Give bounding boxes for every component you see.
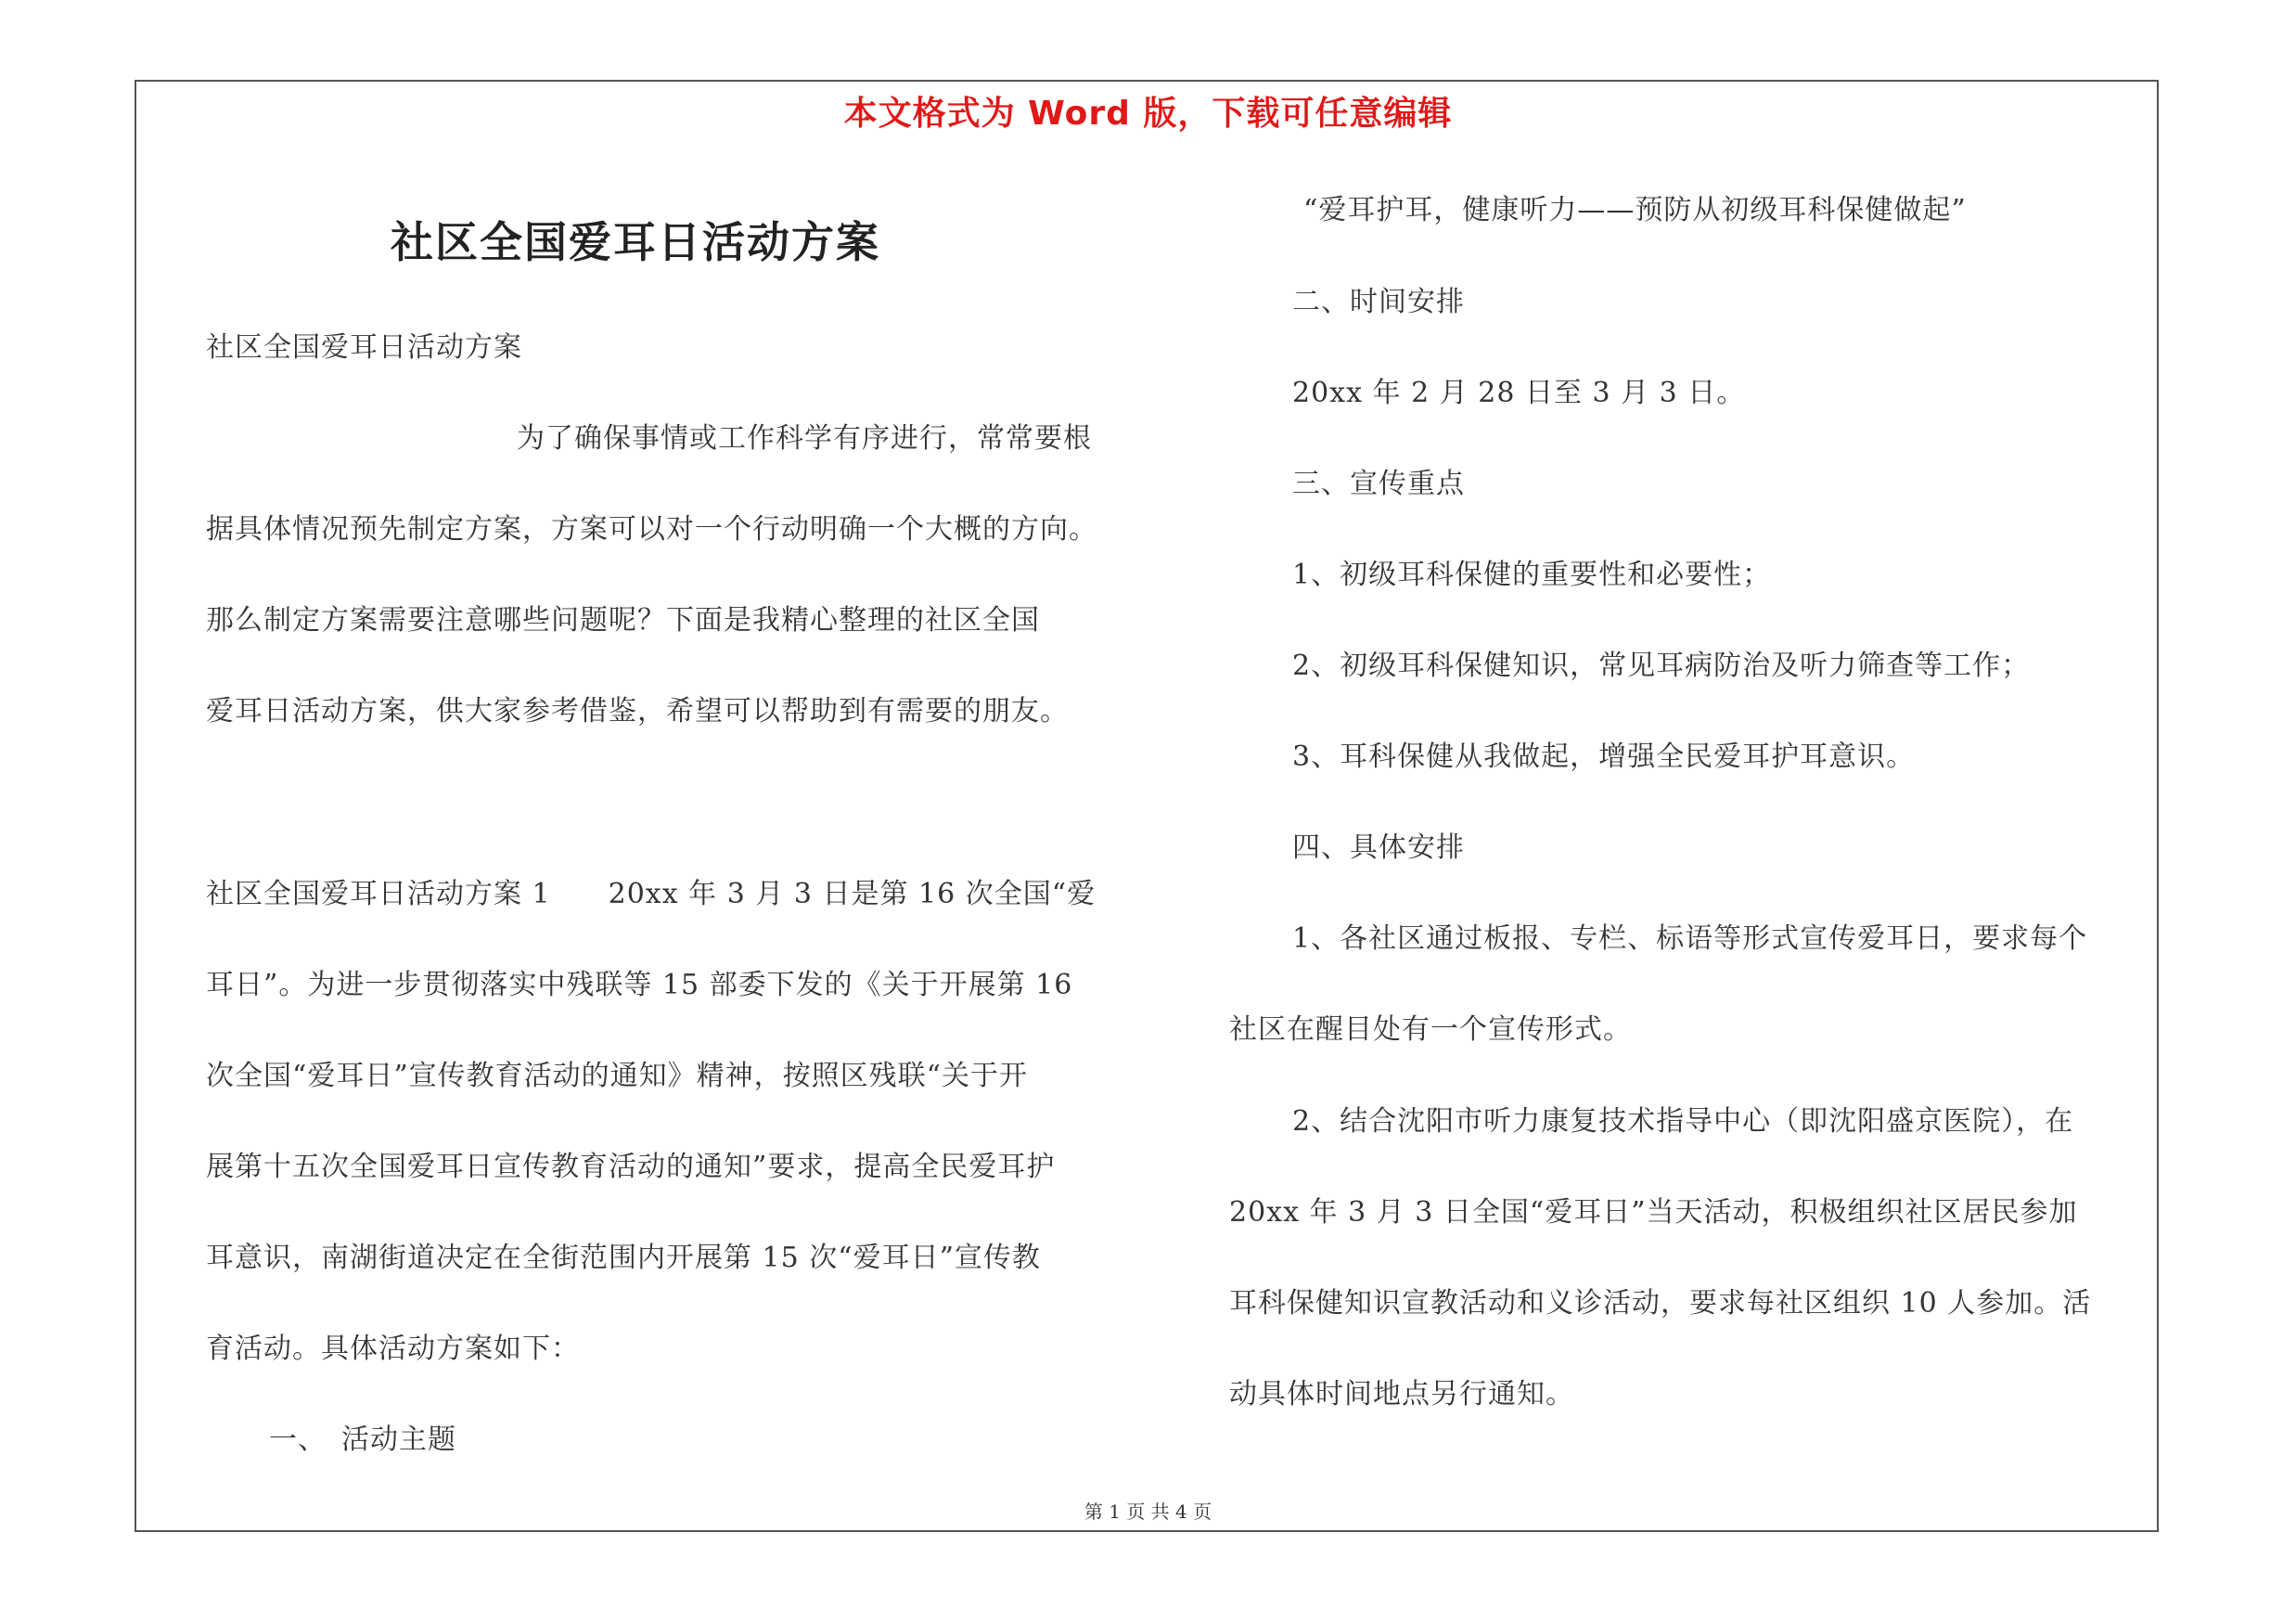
paragraph-line: 20xx 年 2 月 28 日至 3 月 3 日。 xyxy=(1292,377,1746,409)
paragraph-line: 1、各社区通过板报、专栏、标语等形式宣传爱耳日，要求每个 xyxy=(1292,922,2088,955)
paragraph-line: 爱耳日活动方案，供大家参考借鉴，希望可以帮助到有需要的朋友。 xyxy=(206,695,1069,728)
paragraph-line: 社区全国爱耳日活动方案 xyxy=(206,331,522,364)
paragraph-line: 那么制定方案需要注意哪些问题呢？下面是我精心整理的社区全国 xyxy=(206,604,1040,637)
paragraph-line: 动具体时间地点另行通知。 xyxy=(1229,1378,1574,1410)
list-item: 1、初级耳科保健的重要性和必要性； xyxy=(1292,559,1772,591)
section-heading: 四、具体安排 xyxy=(1292,831,1465,864)
paragraph-line: 为了确保事情或工作科学有序进行，常常要根 xyxy=(517,422,1092,455)
paragraph-line: 耳科保健知识宣教活动和义诊活动，要求每社区组织 10 人参加。活 xyxy=(1229,1287,2092,1320)
section-heading: 二、时间安排 xyxy=(1292,286,1465,318)
section-heading: 三、宣传重点 xyxy=(1292,468,1465,500)
page-number: 第 1 页 共 4 页 xyxy=(1084,1501,1212,1523)
paragraph-line: 耳日”。为进一步贯彻落实中残联等 15 部委下发的《关于开展第 16 xyxy=(206,969,1073,1001)
paragraph-line: 展第十五次全国爱耳日宣传教育活动的通知”要求，提高全民爱耳护 xyxy=(206,1151,1056,1183)
paragraph-line: 育活动。具体活动方案如下： xyxy=(206,1333,580,1365)
paragraph-line: 社区全国爱耳日活动方案 1 20xx 年 3 月 3 日是第 16 次全国“爱 xyxy=(206,878,1097,910)
list-item: 2、初级耳科保健知识，常见耳病防治及听力筛查等工作； xyxy=(1292,650,2031,682)
section-heading: 一、 活动主题 xyxy=(269,1423,456,1456)
paragraph-line: 社区在醒目处有一个宣传形式。 xyxy=(1229,1013,1632,1046)
document-title: 社区全国爱耳日活动方案 xyxy=(391,217,880,267)
paragraph-line: 20xx 年 3 月 3 日全国“爱耳日”当天活动，积极组织社区居民参加 xyxy=(1229,1196,2078,1229)
paragraph-line: 2、结合沈阳市听力康复技术指导中心（即沈阳盛京医院），在 xyxy=(1292,1105,2074,1138)
paragraph-line: 耳意识，南湖街道决定在全街范围内开展第 15 次“爱耳日”宣传教 xyxy=(206,1242,1041,1274)
list-item: 3、耳科保健从我做起，增强全民爱耳护耳意识。 xyxy=(1292,741,1916,773)
word-format-notice: 本文格式为 Word 版，下载可任意编辑 xyxy=(843,95,1453,133)
paragraph-line: 据具体情况预先制定方案，方案可以对一个行动明确一个大概的方向。 xyxy=(206,513,1097,546)
activity-theme-line: “爱耳护耳，健康听力——预防从初级耳科保健做起” xyxy=(1303,194,1967,226)
paragraph-line: 次全国“爱耳日”宣传教育活动的通知》精神，按照区残联“关于开 xyxy=(206,1060,1029,1092)
